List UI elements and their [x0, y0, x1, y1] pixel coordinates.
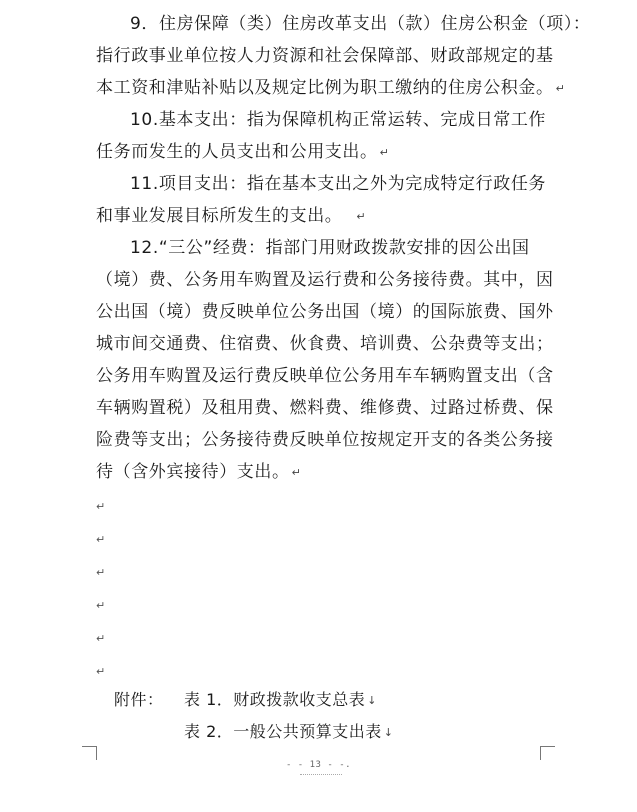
paragraph-line [96, 142, 389, 163]
empty-paragraph-mark-icon: ↵ [96, 566, 106, 579]
empty-paragraph-mark-icon: ↵ [96, 665, 106, 678]
paragraph-line [96, 206, 366, 227]
line-text: 和事业发展目标所发生的支出。 [96, 206, 343, 226]
line-text: 公出国（境）费反映单位公务出国（境）的国际旅费、国外 [96, 302, 554, 322]
line-text: 车辆购置税）及租用费、燃料费、维修费、过路过桥费、保 [96, 398, 554, 418]
paragraph-line [96, 334, 554, 354]
line-break-mark-icon: ↓ [383, 726, 394, 739]
paragraph-line [96, 462, 301, 483]
attachment-item-text: 表 2．一般公共预算支出表 [184, 722, 382, 741]
attachment-item [184, 722, 394, 743]
line-text: 城市间交通费、住宿费、伙食费、培训费、公杂费等支出； [96, 334, 554, 354]
empty-paragraph-mark-icon: ↵ [96, 632, 106, 645]
paragraph-line [96, 302, 554, 322]
line-text: 12.“三公”经费：指部门用财政拨款安排的因公出国 [130, 238, 530, 258]
line-text: 本工资和津贴补贴以及规定比例为职工缴纳的住房公积金。 [96, 78, 554, 98]
attachment-label: 附件： [114, 690, 164, 709]
footer-page-number: - - 13 - -. [285, 760, 352, 770]
paragraph-line [96, 46, 554, 66]
line-text: 任务而发生的人员支出和公用支出。 [96, 142, 378, 162]
paragraph-mark-icon: ↵ [291, 466, 302, 479]
line-text: 11.项目支出：指在基本支出之外为完成特定行政任务 [130, 174, 547, 194]
paragraph-mark-icon: ↵ [356, 210, 367, 223]
paragraph-line [96, 430, 554, 450]
paragraph-line [130, 110, 546, 130]
line-text: 10.基本支出：指为保障机构正常运转、完成日常工作 [130, 110, 547, 130]
margin-corner-mark-icon [82, 746, 96, 761]
footer-divider [300, 774, 342, 775]
paragraph-line [130, 14, 591, 34]
paragraph-line [96, 78, 565, 99]
empty-paragraph-mark-icon: ↵ [96, 500, 106, 513]
empty-paragraph-mark-icon: ↵ [96, 599, 106, 612]
line-break-mark-icon: ↓ [367, 694, 377, 707]
paragraph-line [96, 398, 554, 418]
attachment-item-text: 表 1．财政拨款收支总表 [184, 690, 366, 709]
attachment-item [184, 690, 377, 711]
line-text: 公务用车购置及运行费反映单位公务用车车辆购置支出（含 [96, 366, 554, 386]
line-text: （境）费、公务用车购置及运行费和公务接待费。其中，因 [96, 270, 554, 290]
empty-paragraph-mark-icon: ↵ [96, 533, 106, 546]
line-text: 险费等支出；公务接待费反映单位按规定开支的各类公务接 [96, 430, 554, 450]
line-text: 9．住房保障（类）住房改革支出（款）住房公积金（项）： [130, 14, 591, 34]
paragraph-line [130, 174, 546, 194]
paragraph-line [96, 270, 554, 290]
margin-corner-mark-icon [541, 746, 555, 761]
paragraph-line [130, 238, 530, 258]
line-text: 指行政事业单位按人力资源和社会保障部、财政部规定的基 [96, 46, 554, 66]
paragraph-mark-icon: ↵ [379, 146, 390, 159]
paragraph-mark-icon: ↵ [555, 82, 566, 95]
paragraph-line [96, 366, 554, 386]
line-text: 待（含外宾接待）支出。 [96, 462, 290, 482]
